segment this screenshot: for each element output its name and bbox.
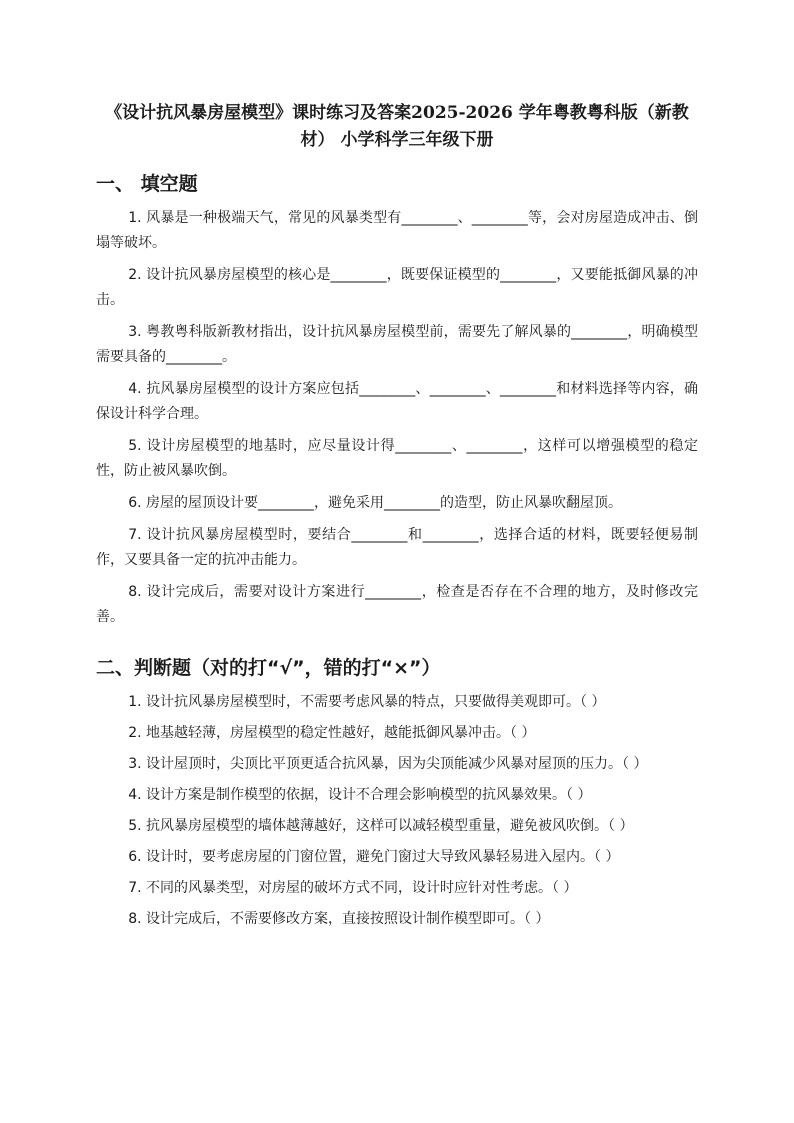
question-item: 7. 不同的风暴类型，对房屋的破坏方式不同，设计时应针对性考虑。（ ）: [128, 880, 578, 896]
question-item: 4. 抗风暴房屋模型的设计方案应包括________、________、________和材料选择等内容，确保设计科学合理。: [96, 381, 698, 422]
document-title: 《设计抗风暴房屋模型》课时练习及答案2025-2026 学年粤教粤科版（新教材） 小学科学三年级下册: [105, 103, 689, 150]
question-item: 6. 设计时，要考虑房屋的门窗位置，避免门窗过大导致风暴轻易进入屋内。（ ）: [128, 849, 620, 865]
question-item: 1. 设计抗风暴房屋模型时，不需要考虑风暴的特点，只要做得美观即可。（ ）: [128, 694, 606, 710]
question-item: 4. 设计方案是制作模型的依据，设计不合理会影响模型的抗风暴效果。（ ）: [128, 787, 592, 803]
question-item: 8. 设计完成后，需要对设计方案进行________，检查是否存在不合理的地方，及时修改完善。: [96, 584, 698, 625]
question-item: 2. 地基越轻薄，房屋模型的稳定性越好，越能抵御风暴冲击。（ ）: [128, 725, 536, 741]
question-item: 3. 设计屋顶时，尖顶比平顶更适合抗风暴，因为尖顶能减少风暴对屋顶的压力。（ ）: [128, 756, 648, 772]
question-item: 3. 粤教粤科版新教材指出，设计抗风暴房屋模型前，需要先了解风暴的________，明确模型需要具备的________。: [96, 324, 698, 365]
question-item: 1. 风暴是一种极端天气，常见的风暴类型有________、________等，会对房屋造成冲击、倒塌等破坏。: [96, 210, 698, 251]
question-item: 8. 设计完成后，不需要修改方案，直接按照设计制作模型即可。（ ）: [128, 911, 550, 927]
question-item: 2. 设计抗风暴房屋模型的核心是________，既要保证模型的________，又要能抵御风暴的冲击。: [96, 267, 698, 308]
question-item: 6. 房屋的屋顶设计要________，避免采用________的造型，防止风暴吹翻屋顶。: [128, 495, 622, 511]
section-heading: 一、 填空题: [96, 173, 198, 195]
section-true-false: [96, 654, 698, 932]
section-heading: 二、判断题（对的打“√”，错的打“×”）: [96, 657, 441, 679]
question-item: 5. 设计房屋模型的地基时，应尽量设计得________、________，这样可以增强模型的稳定性，防止被风暴吹倒。: [96, 438, 698, 479]
section-fill-in-blank: [96, 170, 698, 630]
question-item: 5. 抗风暴房屋模型的墙体越薄越好，这样可以减轻模型重量，避免被风吹倒。（ ）: [128, 818, 634, 834]
question-item: 7. 设计抗风暴房屋模型时，要结合________和________，选择合适的材料，既要轻便易制作，又要具备一定的抗冲击能力。: [96, 527, 698, 568]
